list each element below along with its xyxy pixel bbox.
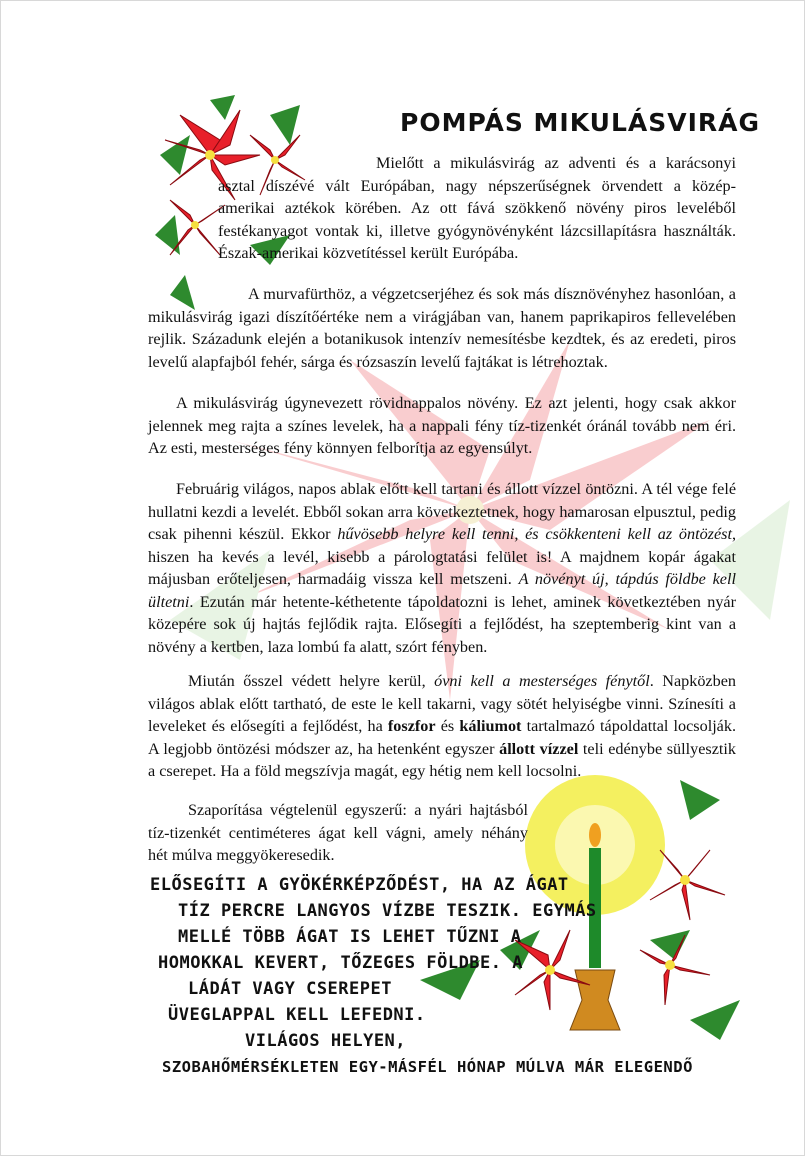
paragraph-5-bold-kaliumot: káliumot <box>459 717 522 735</box>
paragraph-6-text: Szaporítása végtelenül egyszerű: a nyári hajtásból tíz-tizenkét centiméteres ágat kell vágni, amely néhány hét múlva meggyökeresedik. <box>148 801 528 864</box>
propagation-line: ELŐSEGÍTI A GYÖKÉRKÉPZŐDÉST, HA AZ ÁGAT <box>150 875 569 895</box>
propagation-line: MELLÉ TÖBB ÁGAT IS LEHET TŰZNI A <box>178 927 522 947</box>
paragraph-3-text: A mikulásvirág úgynevezett rövidnappalos növény. Ez azt jelenti, hogy csak akkor jelennek meg rajta a színes levelek, ha a nappali fény tíz-tizenkét óránál tovább nem éri. Az esti, mesterséges fény könnyen felborítja az egyensúlyt. <box>148 394 736 457</box>
propagation-line: ÜVEGLAPPAL KELL LEFEDNI. <box>168 1005 426 1025</box>
paragraph-4 <box>148 478 736 658</box>
propagation-line: LÁDÁT VAGY CSEREPET <box>188 979 392 999</box>
paragraph-5-bold-allott: állott vízzel <box>499 739 579 758</box>
paragraph-4-italic-2: A növényt új, tápdús földbe kell ültetni <box>148 570 736 611</box>
propagation-line: TÍZ PERCRE LANGYOS VÍZBE TESZIK. EGYMÁS <box>178 901 597 921</box>
paragraph-2 <box>148 283 736 373</box>
paragraph-5-text-g: tartalmazó tápoldattal locsolják. A legjobb öntözési módszer az, ha hetenként egyszer <box>148 717 737 758</box>
paragraph-5-bold-foszfor: foszfor <box>387 717 436 735</box>
propagation-note <box>150 872 730 1080</box>
paragraph-4-text-c: , hiszen ha kevés a levél, kisebb a párologtatási felület is! A majdnem kopár ágakat májusban erőteljesen, harmadáig vissza kell metszeni. <box>148 525 737 588</box>
paragraph-1-text: Mielőtt a mikulásvirág az adventi és a karácsonyi asztal díszévé vált Európában, nagy népszerűségnek örvendett a közép-amerikai aztékok körében. Az ott fává szökkenő növény piros leveléből festékanyagot vontak ki, illetve gyógynövényként lázcsillapításra használták. Észak-amerikai közvetítéssel került Európába. <box>218 154 736 262</box>
paragraph-5-italic: óvni kell a mesterséges fénytől <box>434 672 650 690</box>
paragraph-4-italic-1: hűvösebb helyre kell tenni, és csökkenteni kell az öntözést <box>337 525 732 543</box>
propagation-line: HOMOKKAL KEVERT, TŐZEGES FÖLDBE. A <box>158 953 523 973</box>
paragraph-5-text-a: Miután ősszel védett helyre kerül, <box>188 672 435 690</box>
paragraph-6 <box>148 799 528 867</box>
paragraph-1 <box>218 152 736 265</box>
propagation-line: VILÁGOS HELYEN, <box>245 1031 407 1051</box>
paragraph-5-text-i: teli edénybe süllyesztik a cserepet. Ha a föld megszívja magát, egy hétig nem kell locsolni. <box>148 739 736 780</box>
paragraph-5-text-e: és <box>435 717 460 735</box>
paragraph-5 <box>148 670 736 783</box>
page-title: POMPÁS MIKULÁSVIRÁG <box>400 108 761 137</box>
propagation-line: SZOBAHŐMÉRSÉKLETEN EGY-MÁSFÉL HÓNAP MÚLVA MÁR ELEGENDŐ <box>162 1058 693 1076</box>
paragraph-4-text-a: Februárig világos, napos ablak előtt kell tartani és állott vízzel öntözni. A tél vége felé hullatni kezdi a levelét. Ebből sokan arra következtetnek, hogy hamarosan elpusztul, pedig csak pihenni készül. Ekkor <box>148 480 736 543</box>
paragraph-5-text-c: . Napközben világos ablak előtt tartható, de este le kell takarni, vagy sötét helyiségbe vinni. Színesíti a leveleket és elősegíti a fejlődést, ha <box>148 672 736 735</box>
paragraph-2-text: A murvafürthöz, a végzetcserjéhez és sok más dísznövényhez hasonlóan, a mikulásvirág igazi díszítőértéke nem a virágjában van, hanem paprikapiros fellevelében rejlik. Századunk elején a botanikusok intenzív nemesítésbe kezdtek, és az eredeti, piros levelű alapfajból fehér, sárga és rózsaszín levelű fajtákat is létrehoztak. <box>148 285 736 371</box>
paragraph-3 <box>148 392 736 460</box>
paragraph-4-text-e: . Ezután már hetente-kéthetente tápoldatozni is lehet, aminek következtében nyár közepére sok új hajtás fejlődik rajta. Elősegíti a fejlődést, ha szeptemberig kint van a növény a kertben, laza lombú fa alatt, szórt fényben. <box>148 592 736 656</box>
